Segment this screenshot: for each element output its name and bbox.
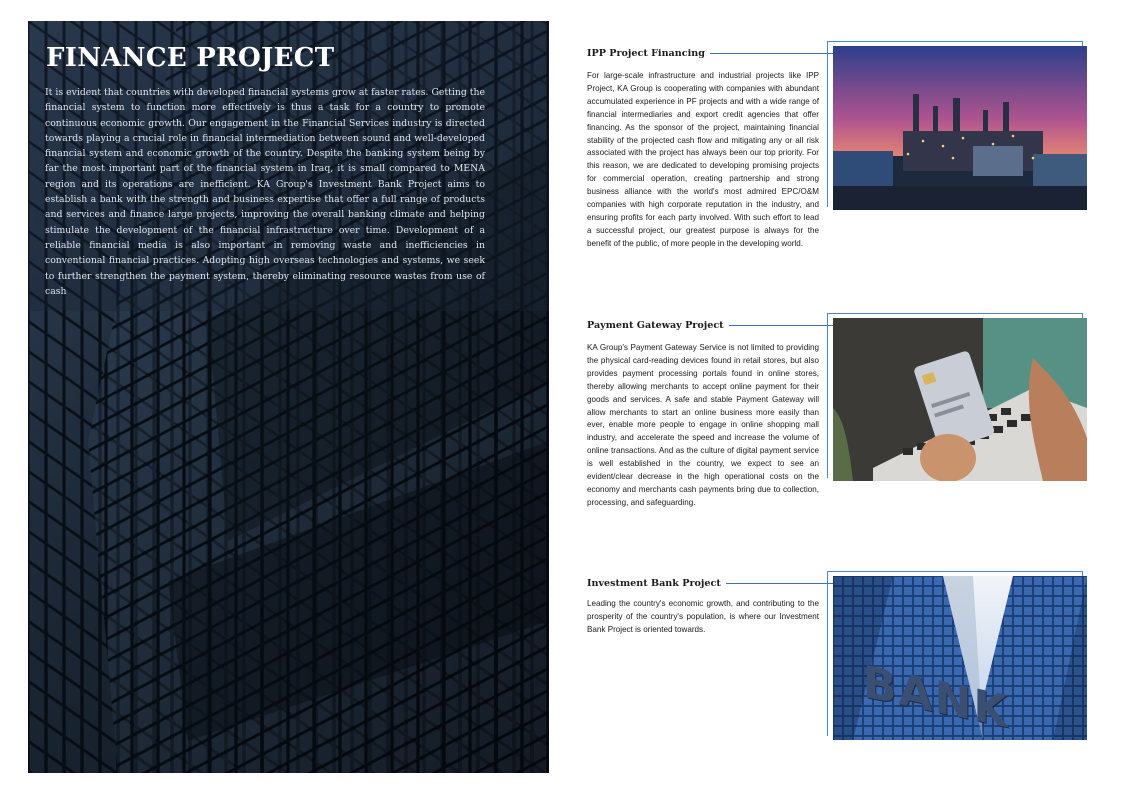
section-title-rule	[726, 583, 836, 584]
section-title: Payment Gateway Project	[587, 319, 724, 331]
section-investment-bank-project	[587, 576, 1087, 744]
section-header	[587, 46, 835, 60]
power-plant-photo	[833, 46, 1087, 210]
credit-card-payment-photo	[833, 318, 1087, 481]
section-title-rule	[710, 53, 835, 54]
page-title: FINANCE PROJECT	[46, 43, 335, 73]
section-payment-gateway-project	[587, 318, 1087, 518]
section-header	[587, 318, 837, 332]
section-body: Leading the country's economic growth, and contributing to the prosperity of the country's population, is where our Investment Bank Project is oriented towards.	[587, 599, 819, 634]
hero-panel	[28, 21, 549, 773]
section-title: Investment Bank Project	[587, 577, 721, 589]
section-ipp-project-financing	[587, 46, 1087, 276]
bank-building-photo	[833, 576, 1087, 740]
intro-paragraph: It is evident that countries with developed financial systems grow at faster rates. Getting the financial system to function more effectively is thus a task for a country to promote continuous economic growth. Our engagement in the Financial Services industry is directed towards playing a crucial role in financial intermediation between sound and well-developed financial system and economic growth of the country. Despite the banking system being by far the most important part of the financial system in Iraq, it is small compared to MENA region and its operations are inefficient. KA Group's Investment Bank Project aims to establish a bank with the strength and business expertise that offer a full range of products and services and finance large projects, improving the overall banking climate and helping stimulate the development of the financial infrastructure over time. Development of a reliable financial media is also important in removing waste and inefficiencies in conventional financial practices. Adopting high overseas technologies and systems, we seek to further strengthen the payment system, thereby eliminating resource wastes from use of cash	[45, 87, 485, 297]
section-title: IPP Project Financing	[587, 47, 705, 59]
section-title-rule	[729, 325, 837, 326]
section-header	[587, 576, 836, 590]
section-body: KA Group's Payment Gateway Service is not limited to providing the physical card-reading devices found in retail stores, but also provides payment processing portals found in online stores, thereby allowing merchants to accept online payment for their goods and services. A safe and stable Payment Gateway will allow merchants to start an online business more easily than ever, enable more people to engage in online shopping mall industry, and accelerate the speed and increase the volume of online transactions. And as the culture of digital payment service is well established in the country, we expect to see an evident/clear decrease in the high operational costs on the economy and merchants cash payments bring due to collection, processing, and safeguarding.	[587, 343, 819, 507]
section-body: For large-scale infrastructure and industrial projects like IPP Project, KA Group is cooperating with companies with abundant accumulated experience in PF projects and with a wide range of financial intermediaries and export credit agencies that offer financing. As the sponsor of the project, maintaining financial stability of the projected cash flow and mitigating any or all risk associated with the project has always been our top priority. For this reason, we are dedicated to developing promising projects for commercial operation, creating partnership and strong business alliance with the world's most admired EPC/O&M companies with high corporate reputation in the industry, and ensuring profits for each party involved. With such effort to lead a successful project, our greatest purpose is always for the benefit of the public, of more people in the developing world.	[587, 71, 819, 248]
bank-sign-text: BANK	[863, 656, 1010, 739]
